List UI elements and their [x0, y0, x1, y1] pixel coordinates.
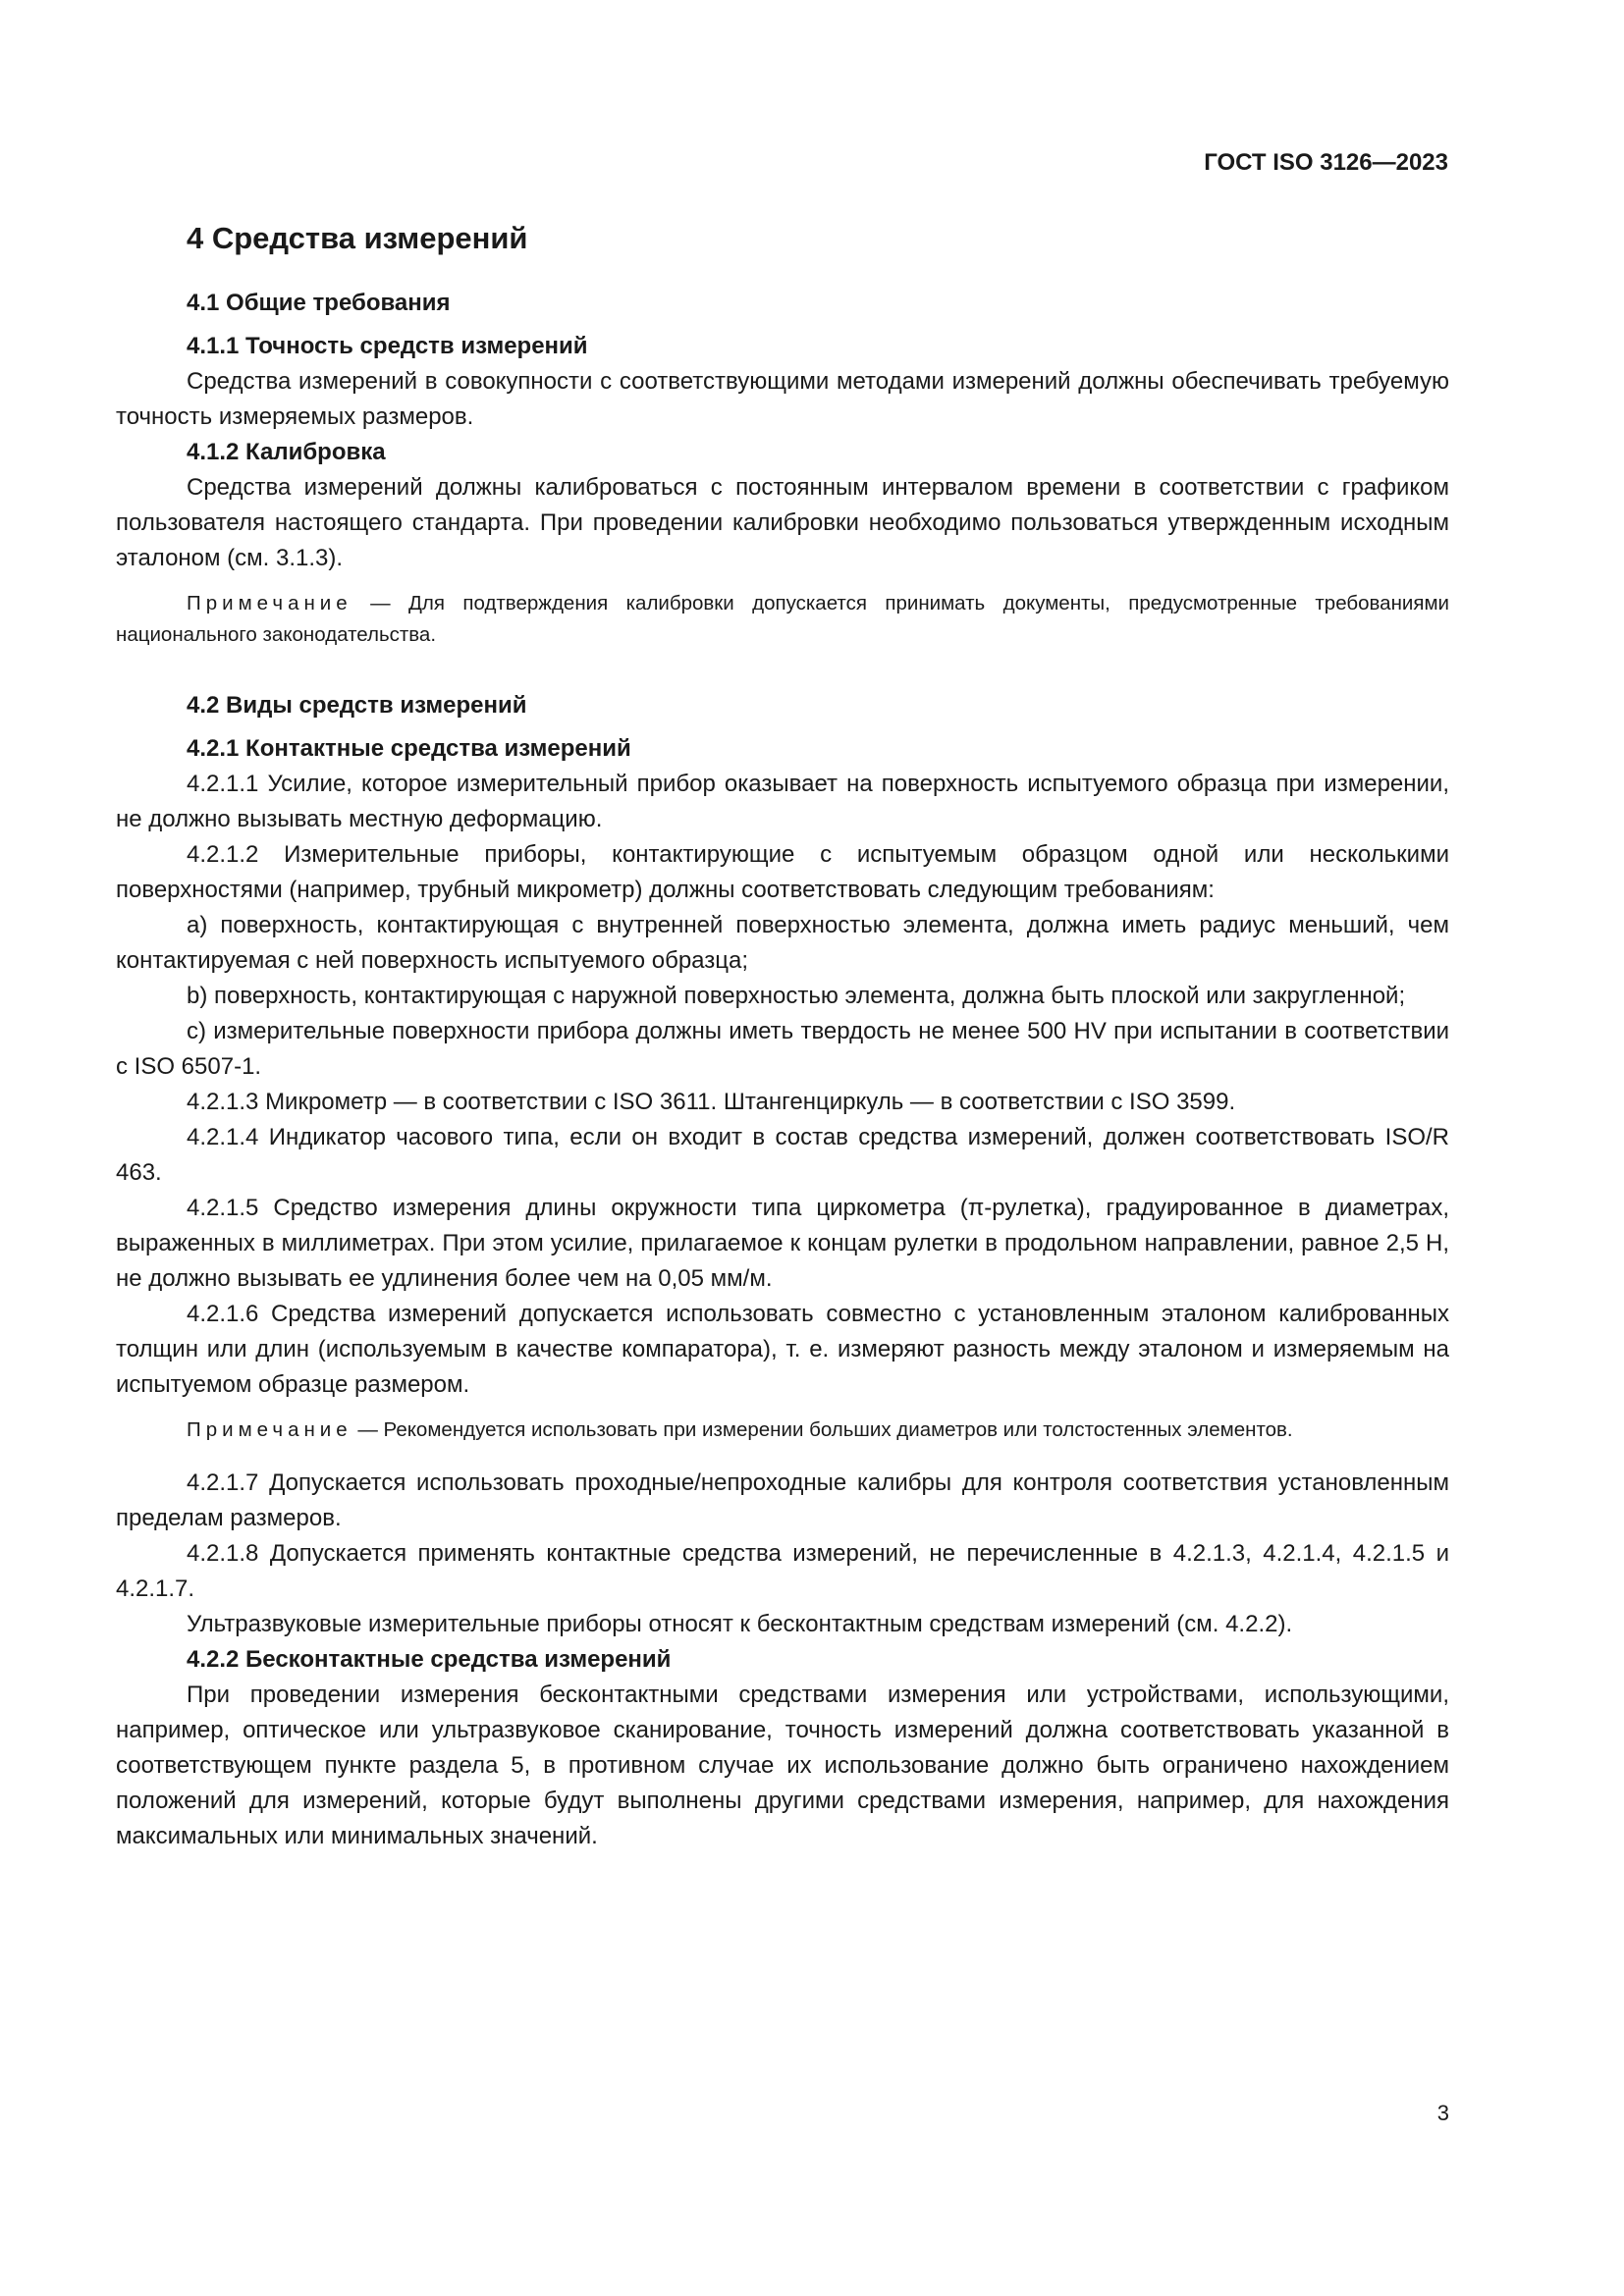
paragraph-4-2-1-4: 4.2.1.4 Индикатор часового типа, если он входит в состав средства измерений, должен соответствовать ISO/R 463. [116, 1124, 1449, 1186]
page-number: 3 [1436, 2101, 1449, 2125]
note-text: — Рекомендуется использовать при измерении больших диаметров или толстостенных элементов. [352, 1418, 1293, 1441]
paragraph-4-2-1-1: 4.2.1.1 Усилие, которое измерительный прибор оказывает на поверхность испытуемого образца при измерении, не должно вызывать местную деформацию. [116, 771, 1449, 832]
list-item-a: a) поверхность, контактирующая с внутренней поверхностью элемента, должна иметь радиус меньший, чем контактируемая с ней поверхность испытуемого образца; [116, 912, 1449, 974]
paragraph-4-2-2: При проведении измерения бесконтактными средствами измерения или устройствами, использующими, например, оптическое или ультразвуковое сканирование, точность измерений должна соответствовать указанной в соответствующем пункте раздела 5, в противном случае их использование должно быть ограничено нахождением положений для измерений, которые будут выполнены другими средствами измерения, например, для нахождения максимальных или минимальных значений. [116, 1682, 1449, 1849]
paragraph-4-2-1-7: 4.2.1.7 Допускается использовать проходные/непроходные калибры для контроля соответствия установленным пределам размеров. [116, 1469, 1449, 1531]
note-text: — Для подтверждения калибровки допускается принимать документы, предусмотренные требованиями национального законодательства. [116, 592, 1449, 646]
paragraph-4-2-1-8: 4.2.1.8 Допускается применять контактные средства измерений, не перечисленные в 4.2.1.3, 4.2.1.4, 4.2.1.5 и 4.2.1.7. [116, 1540, 1449, 1602]
section-title: 4 Средства измерений [187, 221, 528, 255]
subsection-title-4-1: 4.1 Общие требования [187, 290, 451, 316]
list-item-c: c) измерительные поверхности прибора должны иметь твердость не менее 500 HV при испытании в соответствии с ISO 6507-1. [116, 1018, 1449, 1080]
paragraph-4-2-1-3: 4.2.1.3 Микрометр — в соответствии с ISO 3611. Штангенциркуль — в соответствии с ISO 3599. [187, 1089, 1236, 1115]
paragraph-4-1-2: Средства измерений должны калиброваться с постоянным интервалом времени в соответствии с графиком пользователя настоящего стандарта. При проведении калибровки необходимо пользоваться утвержденным исходным эталоном (см. 3.1.3). [116, 474, 1449, 571]
paragraph-4-2-1-5: 4.2.1.5 Средство измерения длины окружности типа циркометра (π-рулетка), градуированное в диаметрах, выраженных в миллиметрах. При этом усилие, прилагаемое к концам рулетки в продольном направлении, равное 2,5 Н, не должно вызывать ее удлинения более чем на 0,05 мм/м. [116, 1195, 1449, 1292]
document-body [116, 221, 1449, 1854]
note-label: Примечание [187, 1418, 352, 1441]
paragraph-4-1-1: Средства измерений в совокупности с соответствующими методами измерений должны обеспечивать требуемую точность измеряемых размеров. [116, 368, 1449, 430]
list-item-b: b) поверхность, контактирующая с наружной поверхностью элемента, должна быть плоской или закругленной; [187, 983, 1406, 1009]
clause-title-4-2-2: 4.2.2 Бесконтактные средства измерений [187, 1646, 672, 1673]
document-header-standard-id: ГОСТ ISO 3126—2023 [1204, 149, 1448, 176]
clause-title-4-2-1: 4.2.1 Контактные средства измерений [187, 735, 631, 762]
clause-title-4-1-2: 4.1.2 Калибровка [187, 439, 386, 465]
paragraph-ultrasonic: Ультразвуковые измерительные приборы относят к бесконтактным средствам измерений (см. 4.2.2). [187, 1611, 1293, 1637]
note-4-1-2 [116, 588, 1449, 651]
clause-title-4-1-1: 4.1.1 Точность средств измерений [187, 333, 588, 359]
subsection-title-4-2: 4.2 Виды средств измерений [187, 692, 527, 719]
paragraph-4-2-1-2: 4.2.1.2 Измерительные приборы, контактирующие с испытуемым образцом одной или несколькими поверхностями (например, трубный микрометр) должны соответствовать следующим требованиям: [116, 841, 1449, 903]
note-label: Примечание [187, 592, 352, 614]
paragraph-4-2-1-6: 4.2.1.6 Средства измерений допускается использовать совместно с установленным эталоном калиброванных толщин или длин (используемым в качестве компаратора), т. е. измеряют разность между эталоном и измеряемым на испытуемом образце размером. [116, 1301, 1449, 1398]
note-4-2-1-6 [116, 1415, 1449, 1446]
